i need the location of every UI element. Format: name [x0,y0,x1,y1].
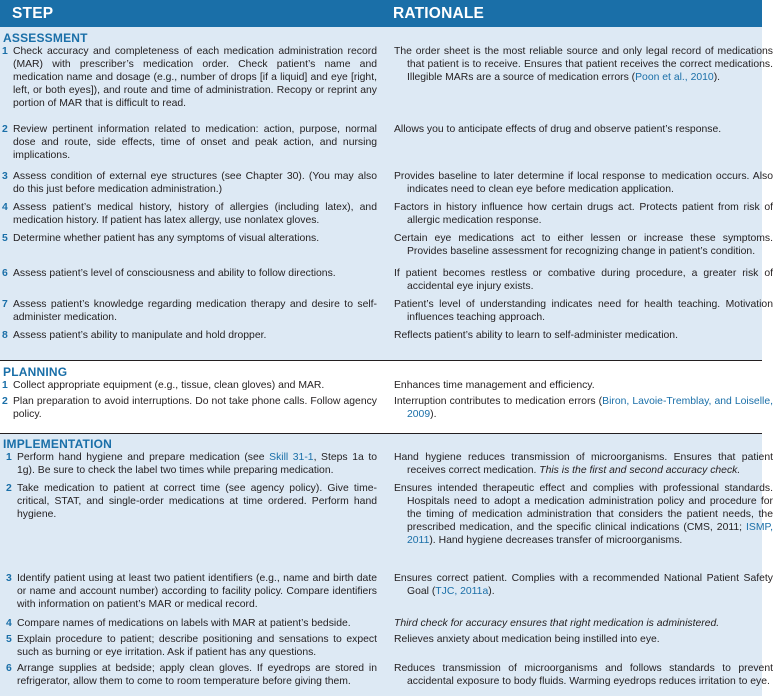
rationale-text: Hand hygiene reduces transmission of microorganisms. Ensures that patient receives correct medication. This is the first and second accuracy check. [394,452,773,477]
rationale-text: The order sheet is the most reliable source and only legal record of medications that patient is to receive. Ensures that patient receives the correct medications. Illegible MARs are a source of medication errors (Poon et al., 2010). [394,46,773,84]
rationale-text: If patient becomes restless or combative during procedure, a greater risk of accidental eye injury exists. [394,268,773,293]
skill-link[interactable]: Skill 31-1 [269,452,314,463]
reference-link[interactable]: TJC, 2011a [435,586,489,598]
rationale-text: Certain eye medications act to either lessen or increase these symptoms. Provides baseline assessment for recognizing change in patient’s condition. [394,233,773,258]
step-text: Assess condition of external eye structures (see Chapter 30). (You may also do this just before medication administration.) [13,171,377,196]
rationale-text: Reduces transmission of microorganisms and follows standards to prevent accidental exposure to body fluids. Warming eyedrops reduces irritation to eye. [394,663,773,688]
rationale-text: Ensures correct patient. Complies with a recommended National Patient Safety Goal (TJC, 2011a). [394,573,773,598]
table-row [0,45,773,123]
table-row [0,123,762,170]
step-number: 1 [2,380,8,391]
table-row [0,170,773,201]
rationale-text: Third check for accuracy ensures that right medication is administered. [394,618,720,629]
section-title-planning: PLANNING [3,365,68,379]
step-column-header: STEP [12,5,54,22]
planning-section [0,361,773,433]
assessment-section [0,27,773,360]
step-number: 4 [2,202,8,213]
implementation-section [0,434,773,696]
step-number: 2 [6,483,12,494]
step-number: 1 [6,452,12,463]
step-number: 1 [2,46,8,57]
table-row [0,617,762,633]
table-row [0,232,773,267]
step-text: Perform hand hygiene and prepare medication (see Skill 31-1, Steps 1a to 1g). Be sure to check the label two times while preparing medication. [17,452,377,477]
step-text: Assess patient’s level of consciousness and ability to follow directions. [13,268,336,279]
rationale-text: Patient’s level of understanding indicates need for health teaching. Motivation influences teaching approach. [394,299,773,324]
rationale-text: Interruption contributes to medication errors (Biron, Lavoie-Tremblay, and Loiselle, 2009). [394,396,773,421]
step-number: 2 [2,396,8,407]
table-row [0,633,762,662]
table-row [0,201,773,232]
step-text: Assess patient’s ability to manipulate and hold dropper. [13,330,267,341]
reference-link[interactable]: Biron, Lavoie-Tremblay, and Loiselle, 2009 [407,396,773,421]
step-text: Determine whether patient has any symptoms of visual alterations. [13,233,320,244]
table-row [0,267,773,298]
table-row [0,379,762,395]
rationale-text: Relieves anxiety about medication being instilled into eye. [394,634,660,645]
table-row [0,662,773,692]
rationale-column-header: RATIONALE [393,5,485,22]
table-row [0,482,773,572]
rationale-text: Factors in history influence how certain drugs act. Protects patient from risk of allergic medication response. [394,202,773,227]
table-row [0,451,773,482]
step-number: 6 [6,663,12,674]
step-text: Collect appropriate equipment (e.g., tissue, clean gloves) and MAR. [13,380,325,391]
step-number: 2 [2,124,8,135]
rationale-text: Ensures intended therapeutic effect and complies with professional standards. Hospitals need to adopt a medication administration policy and procedure for the timing of medication administration that considers the patient needs, the prescribed medication, and the specific clinical indications (CMS, 2011; ISMP, 2011). Hand hygiene decreases transfer of microorganisms. [394,483,773,547]
rationale-text: Provides baseline to later determine if local response to medication occurs. Also indicates need to clean eye before medication application. [394,171,773,196]
step-text: Check accuracy and completeness of each medication administration record (MAR) with prescriber’s medication order. Check patient’s name and medication name and dosage (e.g., number of drops [if a liquid] and eye [right, left, or both eyes]), and route and time of administration. Recopy or reprint any portion of MAR that is difficult to read. [13,46,377,110]
reference-link[interactable]: ISMP, 2011 [407,522,773,547]
step-text: Assess patient’s knowledge regarding medication therapy and desire to self-administer medication. [13,299,377,324]
step-text: Review pertinent information related to medication: action, purpose, normal dose and route, side effects, time of onset and peak action, and nursing implications. [13,124,377,162]
step-text: Assess patient’s medical history, history of allergies (including latex), and medication history. If patient has latex allergy, use nonlatex gloves. [13,202,377,227]
step-text: Compare names of medications on labels with MAR at patient’s bedside. [17,618,351,629]
table-row [0,572,773,617]
step-number: 3 [2,171,8,182]
step-text: Identify patient using at least two patient identifiers (e.g., name and birth date or name and account number) according to facility policy. Compare identifiers with information on patient’s MAR or medical record. [17,573,377,611]
rationale-text: Enhances time management and efficiency. [394,380,595,391]
step-number: 5 [6,634,12,645]
table-header [0,0,762,27]
table-row [0,395,773,426]
section-title-implementation: IMPLEMENTATION [3,437,113,451]
step-text: Plan preparation to avoid interruptions. Do not take phone calls. Follow agency policy. [13,396,377,421]
reference-link[interactable]: Poon et al., 2010 [635,72,714,84]
step-text: Explain procedure to patient; describe positioning and sensations to expect such as burning or eye irritation. Ask if patient has any questions. [17,634,377,659]
step-number: 6 [2,268,8,279]
step-text: Arrange supplies at bedside; apply clean gloves. If eyedrops are stored in refrigerator, allow them to come to room temperature before giving them. [17,663,377,688]
step-text: Take medication to patient at correct time (see agency policy). Give time-critical, STAT, and single-order medications at time ordered. Perform hand hygiene. [17,483,377,521]
rationale-text: Reflects patient’s ability to learn to self-administer medication. [394,330,678,341]
table-row [0,329,762,345]
table-row [0,298,773,329]
step-number: 8 [2,330,8,341]
step-number: 7 [2,299,8,310]
step-number: 5 [2,233,8,244]
section-title-assessment: ASSESSMENT [3,31,88,45]
rationale-text: Allows you to anticipate effects of drug and observe patient’s response. [394,124,722,135]
step-number: 4 [6,618,12,629]
step-number: 3 [6,573,12,584]
